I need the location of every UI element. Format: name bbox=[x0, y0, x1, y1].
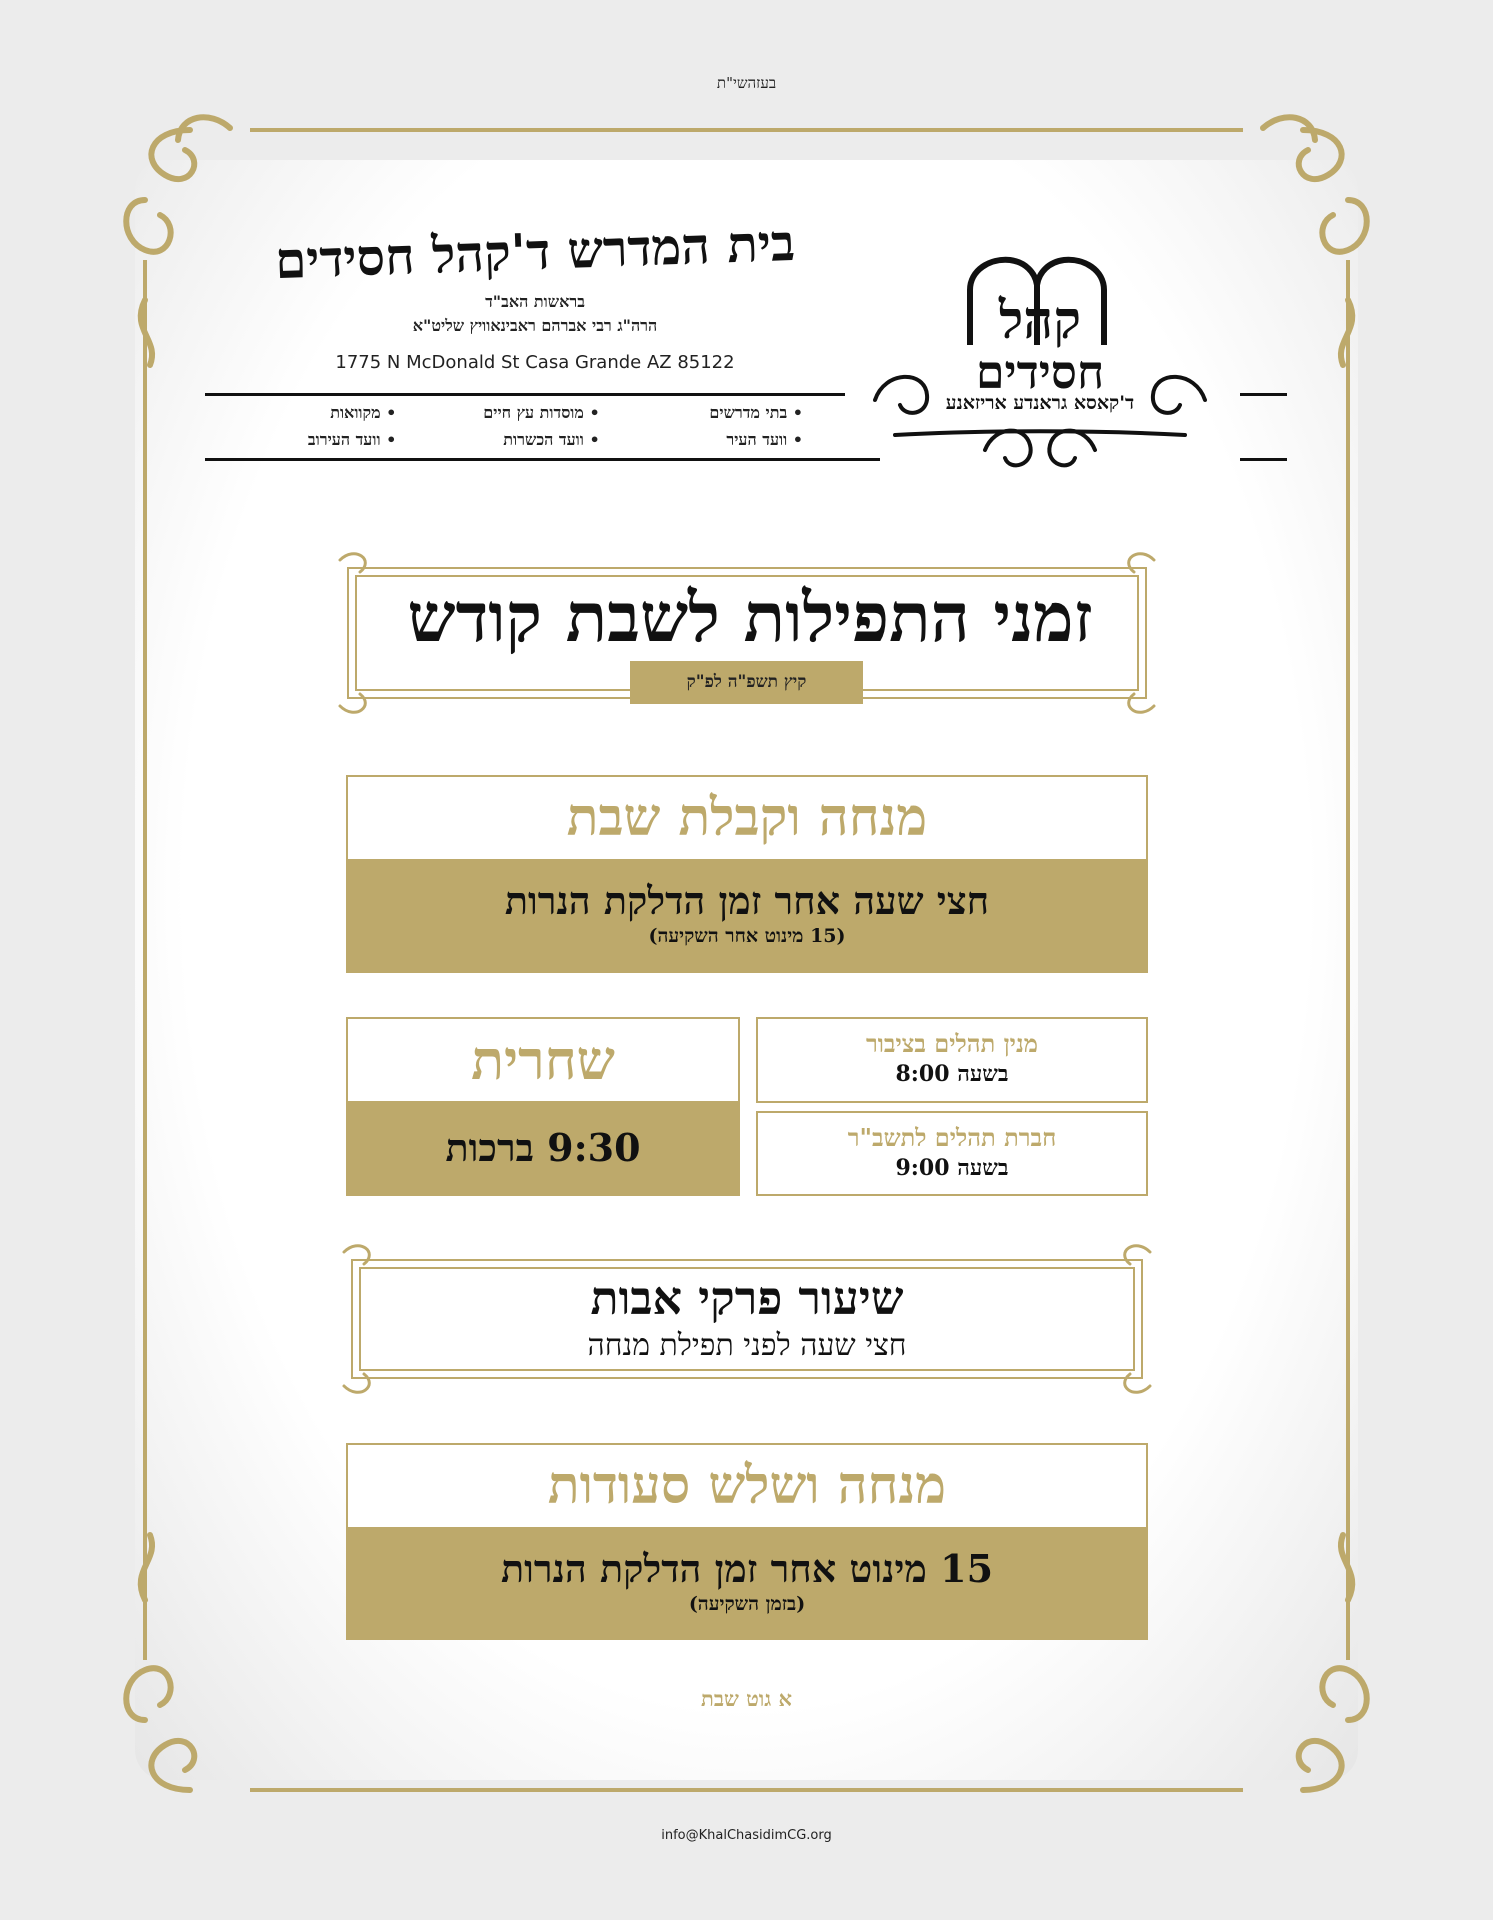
logo-line-3: ד'קאסא גראנדע אריזאנע bbox=[945, 392, 1135, 414]
mincha-kabbalas-note: (15 מינוט אחר השקיעה) bbox=[648, 925, 846, 947]
tehillim-minyan-time: בשעה 8:00 bbox=[895, 1061, 1009, 1087]
main-title: זמני התפילות לשבת קודש bbox=[407, 578, 1093, 658]
header-rule-top bbox=[205, 393, 845, 396]
header-rule-right-bottom bbox=[1240, 458, 1287, 461]
tehillim-minyan-box bbox=[756, 1017, 1148, 1103]
tehillim-minyan-heading: מנין תהלים בציבור bbox=[865, 1029, 1039, 1058]
top-note: בעזהשי"ת bbox=[716, 74, 777, 92]
mincha-shalosh-box bbox=[346, 1443, 1148, 1640]
logo-line-1: קהל bbox=[998, 290, 1082, 351]
season-tag: קיץ תשפ"ה לפ"ק bbox=[630, 661, 863, 704]
logo-line-2: חסידים bbox=[975, 345, 1105, 399]
shacharis-time: 9:30 ברכות bbox=[445, 1125, 641, 1170]
shul-subtitle-1: בראשות האב"ד bbox=[485, 292, 585, 311]
mincha-shalosh-note: (בזמן השקיעה) bbox=[688, 1593, 806, 1615]
shacharis-box bbox=[346, 1017, 740, 1196]
corner-scroll-tl bbox=[151, 130, 194, 179]
mincha-kabbalas-box bbox=[346, 775, 1148, 973]
pirkei-avos-time: חצי שעה לפני תפילת מנחה bbox=[587, 1328, 907, 1363]
division-item: • מקוואות bbox=[330, 403, 397, 422]
header-rule-bottom bbox=[205, 458, 880, 461]
mincha-kabbalas-time: חצי שעה אחר זמן הדלקת הנרות bbox=[504, 878, 990, 923]
division-item: • בתי מדרשים bbox=[709, 403, 803, 422]
mincha-shalosh-heading: מנחה ושלש סעודות bbox=[547, 1455, 947, 1516]
divisions-list bbox=[205, 400, 815, 454]
good-shabbos-text: א גוט שבת bbox=[701, 1686, 792, 1711]
mincha-kabbalas-heading: מנחה וקבלת שבת bbox=[566, 787, 928, 848]
shul-subtitle-2: הרה"ג רבי אברהם ראבינאוויץ שליט"א bbox=[412, 316, 658, 335]
chevras-tehillim-heading: חברת תהלים לתשב"ר bbox=[847, 1123, 1057, 1152]
chevras-tehillim-time: בשעה 9:00 bbox=[895, 1155, 1009, 1181]
division-item: • וועד העיר bbox=[726, 430, 803, 449]
mincha-shalosh-time: 15 מינוט אחר זמן הדלקת הנרות bbox=[500, 1546, 994, 1591]
contact-email[interactable]: info@KhalChasidimCG.org bbox=[661, 1828, 832, 1843]
pirkei-avos-heading: שיעור פרקי אבות bbox=[590, 1271, 904, 1325]
division-item: • וועד הכשרות bbox=[503, 430, 600, 449]
shul-address: 1775 N McDonald St Casa Grande AZ 85122 bbox=[335, 352, 735, 373]
shacharis-heading: שחרית bbox=[471, 1028, 615, 1092]
chevras-tehillim-box bbox=[756, 1111, 1148, 1196]
shul-title: בית המדרש ד'קהל חסידים bbox=[274, 212, 796, 291]
division-item: • וועד העירוב bbox=[307, 430, 397, 449]
header-rule-right-top bbox=[1240, 393, 1287, 396]
division-item: • מוסדות עץ חיים bbox=[483, 403, 600, 422]
